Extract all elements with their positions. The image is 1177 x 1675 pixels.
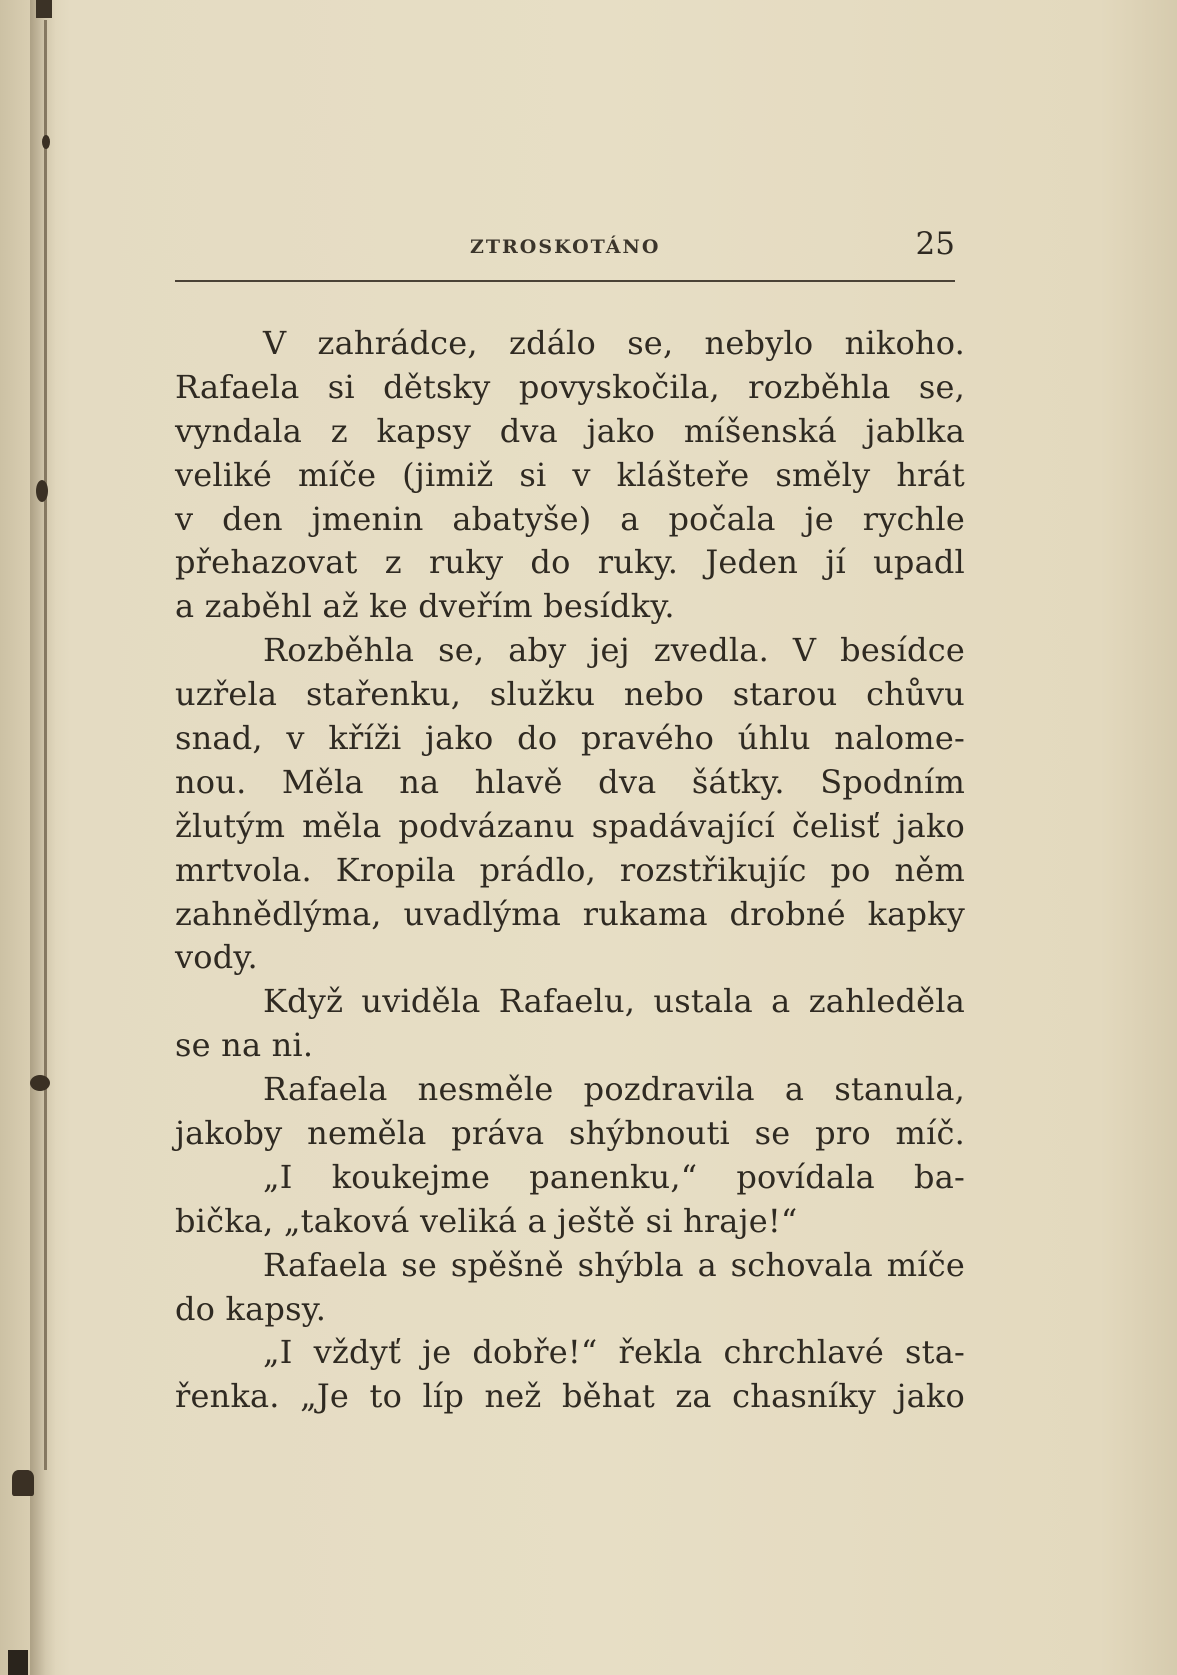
page-number: 25	[915, 226, 955, 262]
ink-spot	[30, 1075, 50, 1091]
text-line: do kapsy.	[175, 1289, 327, 1328]
text-line: „I koukejme panenku,“ povídala ba-	[263, 1157, 965, 1196]
text-line: Rafaela nesměle pozdravila a stanula,	[263, 1070, 965, 1109]
text-line: přehazovat z ruky do ruky. Jeden jí upadl	[175, 543, 965, 582]
running-title: ZTROSKOTÁNO	[470, 236, 661, 258]
binding-edge	[44, 20, 47, 1470]
text-line: a zaběhl až ke dveřím besídky.	[175, 587, 675, 626]
text-line: se na ni.	[175, 1026, 314, 1065]
ink-spot	[42, 135, 50, 149]
text-line: žlutým měla podvázanu spadávající čelisť jako	[175, 806, 965, 845]
text-line: zahnědlýma, uvadlýma rukama drobné kapky	[175, 894, 965, 933]
corner-mark	[36, 0, 52, 18]
page-header	[175, 226, 955, 266]
text-line: uzřela stařenku, služku nebo starou chůvu	[175, 675, 965, 714]
text-line: veliké míče (jimiž si v klášteře směly hrát	[175, 455, 965, 494]
header-rule	[175, 280, 955, 282]
corner-mark-bottom	[8, 1650, 28, 1675]
text-line: V zahrádce, zdálo se, nebylo nikoho.	[263, 324, 965, 362]
text-line: nou. Měla na hlavě dva šátky. Spodním	[175, 762, 965, 801]
text-line: Když uviděla Rafaelu, ustala a zahleděla	[263, 982, 965, 1021]
ink-spot	[12, 1470, 34, 1496]
text-line: snad, v kříži jako do pravého úhlu nalome-	[175, 719, 965, 758]
text-line: bička, „taková veliká a ještě si hraje!“	[175, 1201, 798, 1240]
text-line: mrtvola. Kropila prádlo, rozstřikujíc po něm	[175, 850, 965, 889]
text-line: Rafaela se spěšně shýbla a schovala míče	[263, 1245, 965, 1284]
page-gutter-shadow	[30, 0, 56, 1675]
text-line: „I vždyť je dobře!“ řekla chrchlavé sta-	[263, 1333, 965, 1372]
body-text	[175, 322, 965, 1419]
text-line: v den jmenin abatyše) a počala je rychle	[175, 499, 965, 538]
text-line: Rafaela si dětsky povyskočila, rozběhla se,	[175, 367, 965, 406]
ink-spot	[36, 480, 48, 502]
text-line: Rozběhla se, aby jej zvedla. V besídce	[263, 631, 965, 670]
text-line: vyndala z kapsy dva jako míšenská jablka	[175, 411, 965, 450]
text-line: vody.	[175, 938, 258, 977]
text-line: řenka. „Je to líp než běhat za chasníky jako	[175, 1377, 965, 1416]
text-line: jakoby neměla práva shýbnouti se pro míč.	[175, 1114, 965, 1153]
